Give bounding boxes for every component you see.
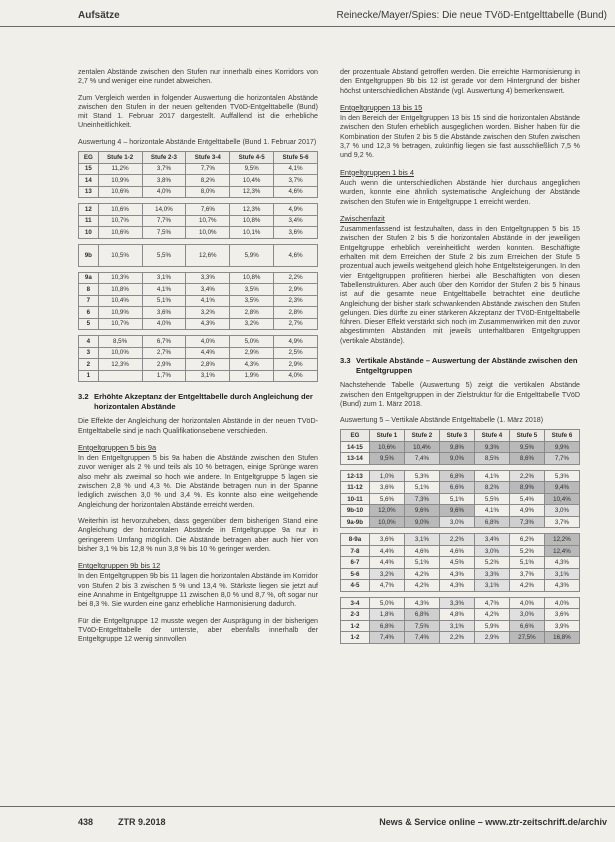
- value-cell: 12,2%: [544, 534, 579, 546]
- value-cell: 10,6%: [98, 186, 142, 198]
- value-cell: 4,3%: [544, 557, 579, 569]
- value-cell: 5,9%: [230, 244, 274, 266]
- value-cell: 3,2%: [369, 568, 404, 580]
- value-cell: 7,3%: [509, 516, 544, 528]
- value-cell: 7,7%: [142, 215, 186, 227]
- value-cell: 2,2%: [509, 470, 544, 482]
- column-header: Stufe 4: [474, 430, 509, 442]
- value-cell: 10,9%: [98, 175, 142, 187]
- value-cell: 3,9%: [544, 620, 579, 632]
- value-cell: 9,6%: [439, 505, 474, 517]
- value-cell: 4,0%: [186, 336, 230, 348]
- value-cell: 14,0%: [142, 204, 186, 216]
- value-cell: 4,8%: [439, 609, 474, 621]
- value-cell: 10,0%: [369, 516, 404, 528]
- paragraph-continued: der prozentuale Abstand getroffen werden. Die erreichte Harmonisierung in den Entgeltgruppen 9b bis 12 ist gerade vor dem Hintergrund der bisher höchst unterschiedlichen Abstände (vgl. Auswertung 4) bemerkenswert.: [340, 68, 580, 95]
- value-cell: 10,4%: [544, 493, 579, 505]
- value-cell: 5,4%: [509, 493, 544, 505]
- value-cell: 5,1%: [404, 482, 439, 494]
- value-cell: 8,5%: [474, 453, 509, 465]
- table-row: [79, 336, 318, 348]
- value-cell: 4,7%: [369, 580, 404, 592]
- value-cell: 6,8%: [369, 620, 404, 632]
- table-header-row: [79, 152, 318, 164]
- value-cell: 12,3%: [98, 359, 142, 371]
- value-cell: 3,2%: [186, 307, 230, 319]
- value-cell: 3,6%: [142, 307, 186, 319]
- value-cell: 6,8%: [439, 470, 474, 482]
- table-row: [341, 482, 580, 494]
- value-cell: 6,7%: [142, 336, 186, 348]
- table-row: [79, 244, 318, 266]
- right-column: [340, 68, 580, 650]
- value-cell: 7,3%: [404, 493, 439, 505]
- section-heading-3-3: [340, 356, 580, 375]
- left-column: [78, 68, 318, 652]
- column-header: Stufe 5-6: [274, 152, 318, 164]
- value-cell: 5,2%: [509, 545, 544, 557]
- paragraph-eg-12: Für die Entgeltgruppe 12 musste wegen der Ausprägung in der bisherigen TVöD-Entgelttabelle der unterste, aber ebenfalls innerhalb der Entgeltgruppe 12 wenig sinnvollen: [78, 616, 318, 644]
- value-cell: 4,5%: [439, 557, 474, 569]
- value-cell: 5,9%: [474, 620, 509, 632]
- value-cell: 4,9%: [274, 204, 318, 216]
- row-label-cell: 15: [79, 163, 99, 175]
- value-cell: 2,9%: [274, 284, 318, 296]
- value-cell: 6,2%: [509, 534, 544, 546]
- value-cell: 2,7%: [142, 347, 186, 359]
- value-cell: 4,9%: [509, 505, 544, 517]
- table-row: [79, 186, 318, 198]
- column-header: EG: [79, 152, 99, 164]
- value-cell: 6,6%: [509, 620, 544, 632]
- value-cell: 9,0%: [439, 453, 474, 465]
- row-label-cell: 7: [79, 295, 99, 307]
- table-row: [341, 441, 580, 453]
- subheading-zwischenfazit: Zwischenfazit: [340, 213, 385, 223]
- value-cell: 4,1%: [142, 284, 186, 296]
- column-header: Stufe 6: [544, 430, 579, 442]
- section-heading-3-2: [78, 392, 318, 411]
- value-cell: 10,4%: [404, 441, 439, 453]
- value-cell: 4,0%: [142, 186, 186, 198]
- value-cell: 2,9%: [142, 359, 186, 371]
- value-cell: 5,2%: [474, 557, 509, 569]
- value-cell: 3,1%: [186, 370, 230, 382]
- row-label-cell: 7-8: [341, 545, 370, 557]
- value-cell: 10,8%: [230, 272, 274, 284]
- value-cell: 12,3%: [230, 204, 274, 216]
- table-row: [341, 597, 580, 609]
- value-cell: 4,1%: [474, 470, 509, 482]
- paragraph-section-intro: Nachstehende Tabelle (Auswertung 5) zeigt die vertikalen Abstände zwischen den Entgeltgruppen in der Zielstruktur für die Entgelttabelle TVöD (Bund) zum 1. März 2018.: [340, 381, 580, 408]
- value-cell: 4,1%: [274, 163, 318, 175]
- table-row: [79, 347, 318, 359]
- value-cell: 4,6%: [439, 545, 474, 557]
- value-cell: 10,6%: [98, 227, 142, 239]
- value-cell: 11,2%: [98, 163, 142, 175]
- row-label-cell: 14-15: [341, 441, 370, 453]
- value-cell: 5,3%: [544, 470, 579, 482]
- table-row: [79, 318, 318, 330]
- value-cell: 9,0%: [404, 516, 439, 528]
- table-row: [79, 227, 318, 239]
- value-cell: 4,2%: [404, 568, 439, 580]
- value-cell: 8,5%: [98, 336, 142, 348]
- row-label-cell: 5-6: [341, 568, 370, 580]
- value-cell: 9,6%: [404, 505, 439, 517]
- value-cell: 10,8%: [230, 215, 274, 227]
- column-header: Stufe 1-2: [98, 152, 142, 164]
- value-cell: 5,0%: [369, 597, 404, 609]
- table-row: [79, 359, 318, 371]
- value-cell: 9,5%: [509, 441, 544, 453]
- value-cell: 10,0%: [98, 347, 142, 359]
- row-label-cell: 10-11: [341, 493, 370, 505]
- section-number: 3.3: [340, 356, 351, 366]
- paragraph-eg-1-4: Auch wenn die unterschiedlichen Abstände hier durchaus angeglichen wurden, konnte eine ähnlich systematische Angleichung der Abstände zwischen den Stufen wie in Entgeltgruppe 1 erreicht werden.: [340, 178, 580, 206]
- value-cell: 2,2%: [274, 272, 318, 284]
- value-cell: 1,9%: [230, 370, 274, 382]
- running-head: Reinecke/Mayer/Spies: Die neue TVöD-Entgelttabelle (Bund): [336, 10, 607, 21]
- value-cell: 6,8%: [474, 516, 509, 528]
- row-label-cell: 4-5: [341, 580, 370, 592]
- table-auswertung-5: [340, 429, 580, 644]
- value-cell: 10,6%: [369, 441, 404, 453]
- page-header: [0, 0, 615, 27]
- paragraph-eg-5-9a: In den Entgeltgruppen 5 bis 9a haben die Abstände zwischen den Stufen zuvor weniger als 2 % und teils als 10 % betragen, einige Sprünge waren also mehr als zweimal so hoch wie andere. In Entgeltgruppe 5 lagen sie zwischen 2,8 % und 4,3 %. Die Abstände betragen nun in der Spanne lediglich zwischen 3,0 % und 3,4 %. Es konnte also eine weitgehende Angleichung der horizontalen Abstände erreicht werden.: [78, 454, 318, 509]
- value-cell: 6,6%: [439, 482, 474, 494]
- row-label-cell: 5: [79, 318, 99, 330]
- table-row: [79, 307, 318, 319]
- table-row: [79, 163, 318, 175]
- row-label-cell: 10: [79, 227, 99, 239]
- table-row: [79, 284, 318, 296]
- table-row: [341, 545, 580, 557]
- value-cell: 4,6%: [404, 545, 439, 557]
- value-cell: 5,6%: [369, 493, 404, 505]
- value-cell: 8,9%: [509, 482, 544, 494]
- value-cell: 3,7%: [274, 175, 318, 187]
- value-cell: 4,0%: [544, 597, 579, 609]
- value-cell: 3,5%: [230, 284, 274, 296]
- value-cell: 3,4%: [274, 215, 318, 227]
- value-cell: 7,4%: [404, 632, 439, 644]
- column-header: Stufe 3: [439, 430, 474, 442]
- row-label-cell: 13: [79, 186, 99, 198]
- value-cell: 2,5%: [274, 347, 318, 359]
- table-row: [341, 557, 580, 569]
- value-cell: 4,3%: [439, 580, 474, 592]
- value-cell: 7,5%: [142, 227, 186, 239]
- value-cell: 3,3%: [474, 568, 509, 580]
- table-row: [79, 295, 318, 307]
- value-cell: 4,6%: [274, 186, 318, 198]
- value-cell: 7,7%: [544, 453, 579, 465]
- value-cell: 5,0%: [230, 336, 274, 348]
- section-title: Vertikale Abstände – Auswertung der Abstände zwischen den Entgeltgruppen: [356, 356, 578, 375]
- table-row: [79, 215, 318, 227]
- value-cell: 10,5%: [98, 244, 142, 266]
- column-header: EG: [341, 430, 370, 442]
- value-cell: 5,5%: [474, 493, 509, 505]
- value-cell: 4,4%: [186, 347, 230, 359]
- value-cell: 3,6%: [369, 482, 404, 494]
- table-header-row: [341, 430, 580, 442]
- value-cell: 4,3%: [230, 359, 274, 371]
- row-label-cell: 14: [79, 175, 99, 187]
- value-cell: 10,7%: [98, 318, 142, 330]
- value-cell: 7,4%: [369, 632, 404, 644]
- table-caption-5: Auswertung 5 – Vertikale Abstände Entgelttabelle (1. März 2018): [340, 416, 544, 425]
- value-cell: 4,0%: [509, 597, 544, 609]
- value-cell: 1,8%: [369, 609, 404, 621]
- value-cell: 10,4%: [98, 295, 142, 307]
- table-row: [341, 470, 580, 482]
- value-cell: 4,2%: [404, 580, 439, 592]
- value-cell: 3,6%: [369, 534, 404, 546]
- row-label-cell: 6-7: [341, 557, 370, 569]
- column-header: Stufe 2-3: [142, 152, 186, 164]
- value-cell: 4,0%: [274, 370, 318, 382]
- row-label-cell: 9a-9b: [341, 516, 370, 528]
- value-cell: 4,1%: [186, 295, 230, 307]
- row-label-cell: 11: [79, 215, 99, 227]
- value-cell: 3,1%: [439, 620, 474, 632]
- table-row: [341, 505, 580, 517]
- table-row: [79, 204, 318, 216]
- table-row: [341, 609, 580, 621]
- table-row: [341, 580, 580, 592]
- table-row: [79, 175, 318, 187]
- paragraph-intro: zentalen Abstände zwischen den Stufen nur innerhalb eines Korridors von 2,7 % und weniger eine rundet abweichen.: [78, 68, 318, 86]
- value-cell: 12,4%: [544, 545, 579, 557]
- subheading-eg-5-9a: Entgeltgruppen 5 bis 9a: [78, 442, 157, 452]
- value-cell: 2,8%: [230, 307, 274, 319]
- row-label-cell: 8-9a: [341, 534, 370, 546]
- value-cell: 8,2%: [474, 482, 509, 494]
- value-cell: 10,7%: [98, 215, 142, 227]
- value-cell: 12,3%: [230, 186, 274, 198]
- value-cell: 4,1%: [474, 505, 509, 517]
- value-cell: 8,6%: [509, 453, 544, 465]
- value-cell: 4,3%: [544, 580, 579, 592]
- row-label-cell: 1-2: [341, 632, 370, 644]
- section-number: 3.2: [78, 392, 89, 402]
- value-cell: 3,2%: [230, 318, 274, 330]
- value-cell: 3,6%: [544, 609, 579, 621]
- value-cell: 3,0%: [509, 609, 544, 621]
- value-cell: 9,3%: [474, 441, 509, 453]
- value-cell: 10,0%: [186, 227, 230, 239]
- row-label-cell: 13-14: [341, 453, 370, 465]
- value-cell: 27,5%: [509, 632, 544, 644]
- value-cell: 4,2%: [509, 580, 544, 592]
- value-cell: 10,3%: [98, 272, 142, 284]
- value-cell: 4,2%: [474, 609, 509, 621]
- value-cell: 5,5%: [142, 244, 186, 266]
- paragraph-eg-5-9a-cont: Weiterhin ist hervorzuheben, dass gegenüber dem bisherigen Stand eine Angleichung der horizontalen Abstände in Entgeltgruppe 9a nur in geringerem Umfang möglich. Die Abstände betragen aber auch hier von bisher 3,1 % bis 12,8 % nun 3,8 % bis 10 % geringer werden.: [78, 516, 318, 553]
- value-cell: 16,8%: [544, 632, 579, 644]
- value-cell: 2,2%: [439, 534, 474, 546]
- value-cell: 1,7%: [142, 370, 186, 382]
- value-cell: 2,9%: [474, 632, 509, 644]
- table-row: [79, 272, 318, 284]
- value-cell: 2,8%: [274, 307, 318, 319]
- page-number: 438: [78, 817, 94, 827]
- value-cell: 9,4%: [544, 482, 579, 494]
- row-label-cell: 9b: [79, 244, 99, 266]
- value-cell: 10,7%: [186, 215, 230, 227]
- page-footer: [0, 806, 615, 837]
- value-cell: 10,1%: [230, 227, 274, 239]
- value-cell: 7,7%: [186, 163, 230, 175]
- value-cell: 3,1%: [544, 568, 579, 580]
- subheading-eg-9b-12: Entgeltgruppen 9b bis 12: [78, 561, 161, 571]
- value-cell: 2,8%: [186, 359, 230, 371]
- table-auswertung-4: [78, 151, 318, 382]
- value-cell: 4,3%: [404, 597, 439, 609]
- row-label-cell: 9b-10: [341, 505, 370, 517]
- journal-issue: ZTR 9.2018: [118, 817, 166, 827]
- table-row: [341, 516, 580, 528]
- table-row: [341, 632, 580, 644]
- value-cell: 2,2%: [439, 632, 474, 644]
- value-cell: 7,5%: [404, 620, 439, 632]
- row-label-cell: 2-3: [341, 609, 370, 621]
- value-cell: 3,1%: [474, 580, 509, 592]
- value-cell: 5,1%: [509, 557, 544, 569]
- table-row: [341, 493, 580, 505]
- table-row: [341, 568, 580, 580]
- value-cell: 10,8%: [98, 284, 142, 296]
- value-cell: 9,9%: [544, 441, 579, 453]
- value-cell: 4,3%: [186, 318, 230, 330]
- value-cell: 2,3%: [274, 295, 318, 307]
- paragraph-eg-13-15: In den Bereich der Entgeltgruppen 13 bis 15 sind die horizontalen Abstände zwischen den Stufen erheblich ausgeglichen worden. Bisher haben für die Kombination der Stufen 2 bis 5 die Abstände zwischen den Stufen zwischen 3,7 % und 12,3 % betragen, zukünftig liegen sie fast ausschließlich 7,5 % und 9,2 %.: [340, 114, 580, 160]
- paragraph-eg-9b-12: In den Entgeltgruppen 9b bis 11 lagen die horizontalen Abstände im Korridor von Stufen 2 bis 3 zwischen 5 % und 13,4 %. Stärkste liegen sie jetzt auf eine Annahme in Entgeltgruppe 11 zwischen 8,0 % und 8,7 %, oft sogar nur bei 8,3 %. Sie wurden eine ganz erhebliche Harmonisierung dadurch.: [78, 572, 318, 609]
- value-cell: 7,4%: [404, 453, 439, 465]
- value-cell: 8,0%: [186, 186, 230, 198]
- value-cell: [98, 370, 142, 382]
- paragraph-zwischenfazit: Zusammenfassend ist festzuhalten, dass in den Entgeltgruppen 5 bis 15 zwischen der Stufen 2 bis 5 die horizontalen Abstände in der jeweiligen Entgeltgruppe erheblich vereinheitlicht werden konnten. Beschäftigte erhalten mit dem Erreichen der Stufe 2 bis zum Erreichen der Stufe 5 prozentual auch jeweils weitgehend gleich hohe Entgeltsteigerungen. In den vier Entgeltgruppen profitieren hierbei alle Beschäftigten von diesen Tabellenstrukturen. Aber auch über den Korridor der Stufen 2 bis 5 hinaus ist auf die gesamte neue Entgelttabelle betrachtet eine deutliche Angleichung der bisher stark schwankenden Abstände zwischen den Stufen gelungen. Dies dürfte zu einer stärkeren Akzeptanz der TVöD-Entgelttabelle führen. Dieser Effekt verstärkt sich noch im Zusammenwirken mit den zuvor abgestimmten Abständen mit jeweils unterhaltbaren Entgeltgruppen (vertikale Abstände).: [340, 225, 580, 345]
- value-cell: 5,3%: [404, 470, 439, 482]
- value-cell: 4,7%: [474, 597, 509, 609]
- value-cell: 2,9%: [274, 359, 318, 371]
- table-row: [341, 453, 580, 465]
- value-cell: 3,7%: [142, 163, 186, 175]
- subheading-eg-13-15: Entgeltgruppen 13 bis 15: [340, 102, 423, 112]
- value-cell: 3,0%: [474, 545, 509, 557]
- value-cell: 3,7%: [544, 516, 579, 528]
- value-cell: 3,3%: [439, 597, 474, 609]
- row-label-cell: 4: [79, 336, 99, 348]
- value-cell: 12,6%: [186, 244, 230, 266]
- row-label-cell: 1-2: [341, 620, 370, 632]
- paragraph-section-intro: Die Effekte der Angleichung der horizontalen Abstände in der neuen TVöD-Entgelttabelle sind je nach Qualifikationsebene verschieden.: [78, 417, 318, 435]
- value-cell: 5,1%: [404, 557, 439, 569]
- row-label-cell: 2: [79, 359, 99, 371]
- value-cell: 3,0%: [439, 516, 474, 528]
- value-cell: 4,3%: [439, 568, 474, 580]
- row-label-cell: 8: [79, 284, 99, 296]
- row-label-cell: 3-4: [341, 597, 370, 609]
- value-cell: 3,5%: [230, 295, 274, 307]
- value-cell: 2,9%: [230, 347, 274, 359]
- value-cell: 3,1%: [142, 272, 186, 284]
- table-row: [341, 620, 580, 632]
- section-tag: Aufsätze: [78, 10, 120, 21]
- value-cell: 3,6%: [274, 227, 318, 239]
- row-label-cell: 6: [79, 307, 99, 319]
- value-cell: 3,7%: [509, 568, 544, 580]
- column-header: Stufe 2: [404, 430, 439, 442]
- value-cell: 3,1%: [404, 534, 439, 546]
- value-cell: 10,6%: [98, 204, 142, 216]
- value-cell: 5,1%: [439, 493, 474, 505]
- value-cell: 4,4%: [369, 557, 404, 569]
- value-cell: 3,8%: [142, 175, 186, 187]
- column-header: Stufe 5: [509, 430, 544, 442]
- value-cell: 2,7%: [274, 318, 318, 330]
- value-cell: 3,4%: [474, 534, 509, 546]
- table-row: [79, 370, 318, 382]
- value-cell: 3,4%: [186, 284, 230, 296]
- row-label-cell: 3: [79, 347, 99, 359]
- row-label-cell: 11-12: [341, 482, 370, 494]
- value-cell: 9,5%: [369, 453, 404, 465]
- value-cell: 12,0%: [369, 505, 404, 517]
- paragraph-vergleich: Zum Vergleich werden in folgender Auswertung die horizontalen Abstände zwischen den Stufen in der neuen geltenden TVöD-Entgelttabelle (Bund) mit Stand 1. Februar 2017 dargestellt. Auffallend ist die erhebliche Uneinheitlichkeit.: [78, 93, 318, 130]
- column-header: Stufe 3-4: [186, 152, 230, 164]
- row-label-cell: 1: [79, 370, 99, 382]
- row-label-cell: 9a: [79, 272, 99, 284]
- value-cell: 10,4%: [230, 175, 274, 187]
- value-cell: 4,0%: [142, 318, 186, 330]
- value-cell: 3,3%: [186, 272, 230, 284]
- value-cell: 4,9%: [274, 336, 318, 348]
- value-cell: 10,9%: [98, 307, 142, 319]
- section-title: Erhöhte Akzeptanz der Entgelttabelle durch Angleichung der horizontalen Abstände: [94, 392, 313, 411]
- column-header: Stufe 1: [369, 430, 404, 442]
- value-cell: 1,0%: [369, 470, 404, 482]
- footer-archive-link: News & Service online – www.ztr-zeitschrift.de/archiv: [379, 817, 607, 827]
- value-cell: 5,1%: [142, 295, 186, 307]
- value-cell: 9,5%: [230, 163, 274, 175]
- value-cell: 4,4%: [369, 545, 404, 557]
- value-cell: 9,8%: [439, 441, 474, 453]
- column-header: Stufe 4-5: [230, 152, 274, 164]
- value-cell: 7,6%: [186, 204, 230, 216]
- value-cell: 4,6%: [274, 244, 318, 266]
- table-caption-4: Auswertung 4 – horizontale Abstände Entgelttabelle (Bund 1. Februar 2017): [78, 137, 317, 146]
- value-cell: 6,8%: [404, 609, 439, 621]
- value-cell: 3,0%: [544, 505, 579, 517]
- row-label-cell: 12-13: [341, 470, 370, 482]
- value-cell: 8,2%: [186, 175, 230, 187]
- subheading-eg-1-4: Entgeltgruppen 1 bis 4: [340, 167, 414, 177]
- table-row: [341, 534, 580, 546]
- row-label-cell: 12: [79, 204, 99, 216]
